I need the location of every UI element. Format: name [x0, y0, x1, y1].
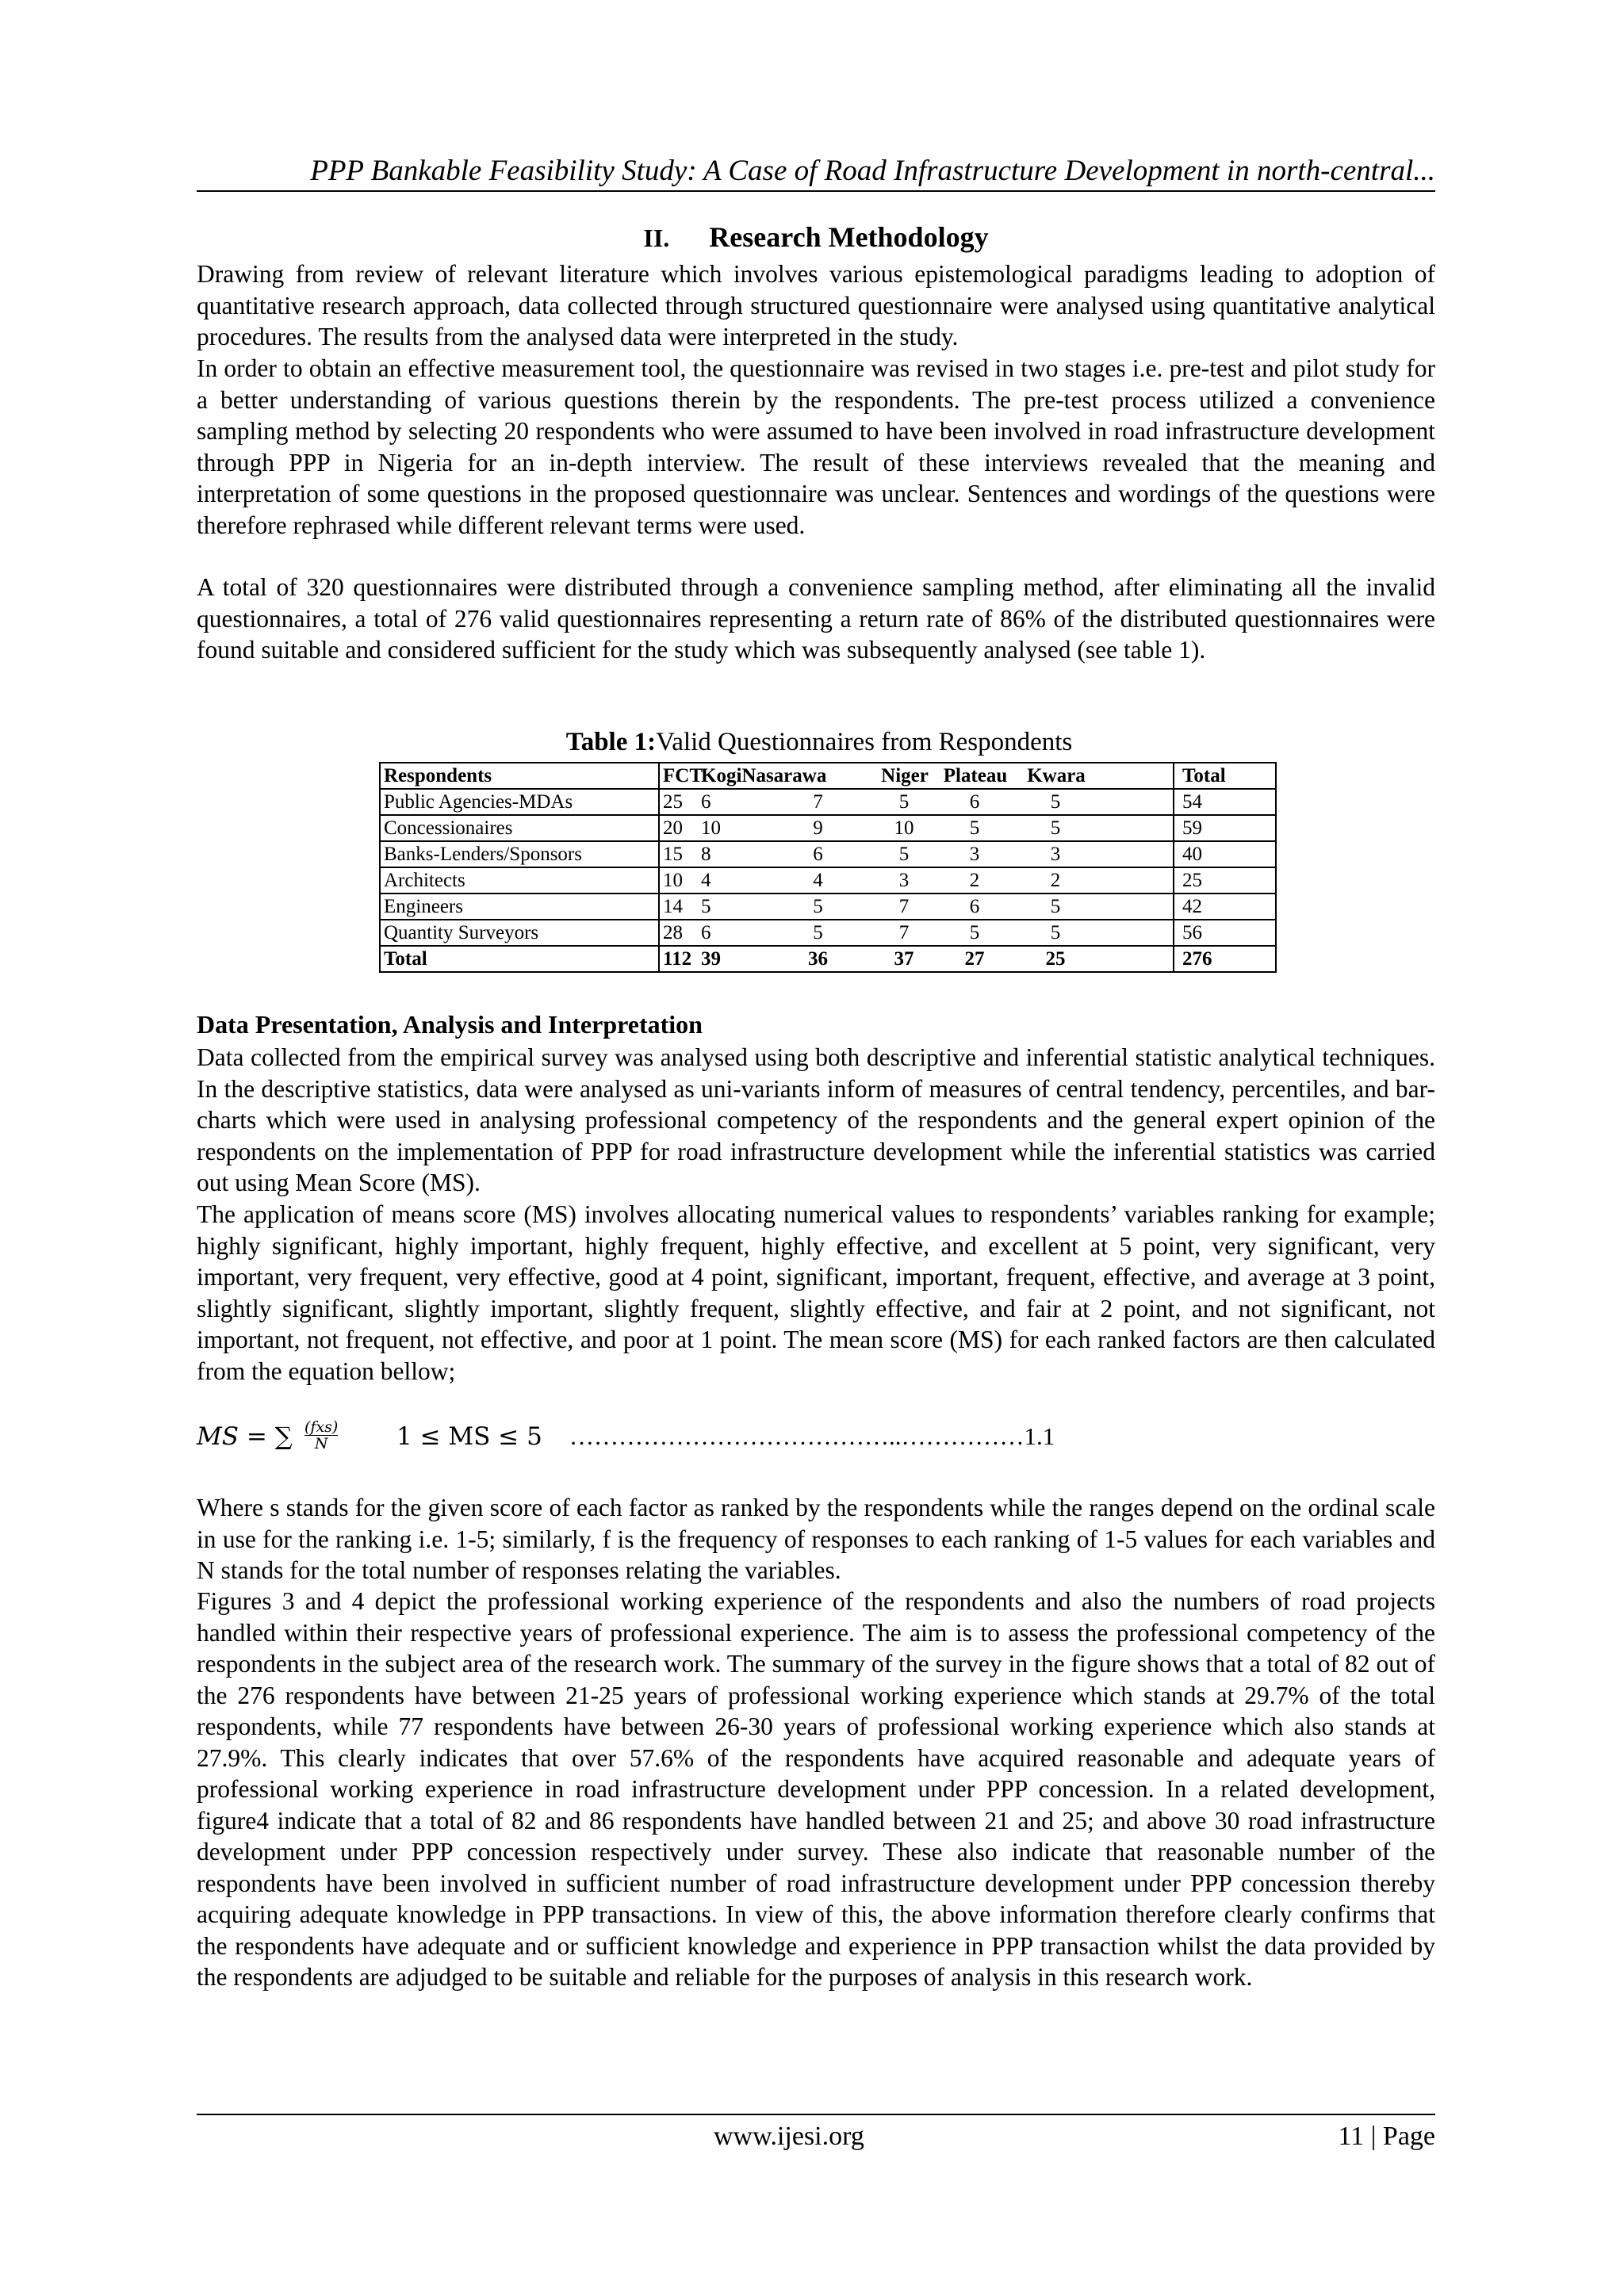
cell-fct: 10: [663, 870, 683, 891]
cell-respondent: Banks-Lenders/Sponsors: [380, 841, 659, 867]
section-number: II.: [643, 224, 670, 252]
paragraph: Drawing from review of relevant literature which involves various epistemological paradigms leading to adoption of quantitative research approach, data collected through structured questionnaire were analysed using quantitative analytical procedures. The results from the analysed data were interpreted in the study.: [197, 260, 1435, 350]
paragraph: Figures 3 and 4 depict the professional working experience of the respondents and also the numbers of road projects handled within their respective years of professional experience. The aim is to assess the professional competency of the respondents in the subject area of the research work. The summary of the survey in the figure shows that a total of 82 out of the 276 respondents have between 21-25 years of professional working experience which stands at 29.7% of the total respondents, while 77 respondents have between 26-30 years of professional working experience which also stands at 27.9%. This clearly indicates that over 57.6% of the respondents have acquired reasonable and adequate years of professional working experience in road infrastructure development under PPP concession. In a related development, figure4 indicate that a total of 82 and 86 respondents have handled between 21 and 25; and above 30 road infrastructure development under PPP concession respectively under survey. These also indicate that reasonable number of the respondents have been involved in sufficient number of road infrastructure development under PPP concession thereby acquiring adequate knowledge in PPP transactions. In view of this, the above information therefore clearly confirms that the respondents have adequate and or sufficient knowledge and experience in PPP transaction whilst the data provided by the respondents are adjudged to be suitable and reliable for the purposes of analysis in this research work.: [197, 1587, 1435, 1991]
cell-kogi: 6: [701, 922, 711, 943]
table-row: [380, 815, 1276, 841]
cell-plateau: 6: [969, 896, 980, 917]
cell-fct: 15: [663, 844, 683, 865]
header-respondents: Respondents: [380, 763, 659, 789]
cell-fct: 25: [663, 791, 683, 813]
cell-plateau: 6: [969, 791, 980, 813]
cell-plateau: 3: [969, 844, 980, 865]
cell-niger: 5: [898, 844, 910, 865]
equation-range: 1 ≤ MS ≤ 5: [396, 1422, 542, 1451]
cell-niger: 7: [898, 896, 910, 917]
table-header-row: [380, 763, 1276, 789]
cell-nasarawa: 4: [813, 870, 823, 891]
table-row: [380, 789, 1276, 815]
cell-kogi: 39: [701, 948, 721, 970]
cell-nasarawa: 5: [813, 896, 823, 917]
cell-respondent: Concessionaires: [380, 815, 659, 841]
footer-page-number: 11 | Page: [1338, 2122, 1435, 2151]
cell-state-values: [659, 841, 1174, 867]
header-kwara: Kwara: [1027, 765, 1086, 786]
cell-niger: 7: [898, 922, 910, 943]
header-fct: FCT: [663, 765, 703, 786]
cell-plateau: 27: [964, 948, 985, 970]
cell-kogi: 4: [701, 870, 711, 891]
table-caption-label: Table 1:: [565, 728, 657, 756]
table-caption-text: Valid Questionnaires from Respondents: [656, 728, 1073, 756]
cell-total: 25: [1174, 867, 1276, 894]
cell-kwara: 5: [1050, 896, 1061, 917]
footer-site: www.ijesi.org: [714, 2122, 864, 2151]
header-plateau: Plateau: [943, 765, 1008, 786]
cell-plateau: 5: [969, 817, 980, 839]
section-title-text: Research Methodology: [709, 221, 989, 253]
cell-kwara: 2: [1050, 870, 1061, 891]
table-caption: [379, 728, 1259, 757]
cell-state-values: [659, 946, 1174, 972]
table-row: [380, 920, 1276, 946]
header-kogi-nasarawa: KogiNasarawa: [701, 765, 827, 786]
cell-plateau: 5: [969, 922, 980, 943]
cell-total: 40: [1174, 841, 1276, 867]
cell-nasarawa: 36: [808, 948, 828, 970]
cell-plateau: 2: [969, 870, 980, 891]
cell-fct: 28: [663, 922, 683, 943]
paragraph: In order to obtain an effective measurement tool, the questionnaire was revised in two stages i.e. pre-test and pilot study for a better understanding of various questions therein by the respondents. The pre-test process utilized a convenience sampling method by selecting 20 respondents who were assumed to have been involved in road infrastructure development through PPP in Nigeria for an in-depth interview. The result of these interviews revealed that the meaning and interpretation of some questions in the proposed questionnaire was unclear. Sentences and wordings of the questions were therefore rephrased while different relevant terms were used.: [197, 354, 1435, 539]
equation-lhs: MS = ∑: [197, 1422, 293, 1451]
equation-denominator: N: [314, 1435, 328, 1452]
cell-niger: 5: [898, 791, 910, 813]
cell-kwara: 5: [1050, 791, 1061, 813]
cell-total: 42: [1174, 894, 1276, 920]
cell-kogi: 8: [701, 844, 711, 865]
cell-nasarawa: 6: [813, 844, 823, 865]
section-title: [197, 220, 1435, 254]
table-row: [380, 841, 1276, 867]
cell-respondent: Public Agencies-MDAs: [380, 789, 659, 815]
paragraph: Where s stands for the given score of each factor as ranked by the respondents while the ranges depend on the ordinal scale in use for the ranking i.e. 1-5; similarly, f is the frequency of responses to each ranking of 1-5 values for each variables and N stands for the total number of responses relating the variables.: [197, 1494, 1435, 1584]
respondents-table: [379, 762, 1277, 973]
cell-niger: 37: [894, 948, 914, 970]
cell-kogi: 5: [701, 896, 711, 917]
paragraph: Data collected from the empirical survey was analysed using both descriptive and inferential statistic analytical techniques. In the descriptive statistics, data were analysed as uni-variants inform of measures of central tendency, percentiles, and bar-charts which were used in analysing professional competency of the respondents and the general expert opinion of the respondents on the implementation of PPP for road infrastructure development while the inferential statistics was carried out using Mean Score (MS).: [197, 1043, 1435, 1196]
header-niger: Niger: [881, 765, 929, 786]
cell-kwara: 5: [1050, 922, 1061, 943]
cell-kogi: 10: [701, 817, 721, 839]
cell-total: 54: [1174, 789, 1276, 815]
cell-kwara: 5: [1050, 817, 1061, 839]
cell-nasarawa: 9: [813, 817, 823, 839]
cell-kwara: 3: [1050, 844, 1061, 865]
table-row: [380, 894, 1276, 920]
cell-respondent: Total: [380, 946, 659, 972]
cell-respondent: Engineers: [380, 894, 659, 920]
cell-niger: 3: [898, 870, 910, 891]
equation-fraction: [304, 1419, 338, 1452]
cell-state-values: [659, 789, 1174, 815]
cell-state-values: [659, 894, 1174, 920]
cell-total: 276: [1174, 946, 1276, 972]
cell-nasarawa: 7: [813, 791, 823, 813]
header-states: [659, 763, 1174, 789]
cell-niger: 10: [894, 817, 914, 839]
cell-state-values: [659, 867, 1174, 894]
cell-respondent: Quantity Surveyors: [380, 920, 659, 946]
header-total: Total: [1174, 763, 1276, 789]
cell-nasarawa: 5: [813, 922, 823, 943]
cell-kwara: 25: [1045, 948, 1066, 970]
mean-score-equation: [197, 1419, 1435, 1467]
cell-state-values: [659, 815, 1174, 841]
cell-fct: 20: [663, 817, 683, 839]
cell-total: 56: [1174, 920, 1276, 946]
cell-state-values: [659, 920, 1174, 946]
running-header: PPP Bankable Feasibility Study: A Case of Road Infrastructure Development in north-central...: [310, 155, 1435, 187]
header-rule: [197, 190, 1435, 192]
cell-fct: 112: [663, 948, 692, 970]
table-row: [380, 867, 1276, 894]
paragraph: The application of means score (MS) involves allocating numerical values to respondents’ variables ranking for example; highly significant, highly important, highly frequent, highly effective, and excellent at 5 point, very significant, very important, very frequent, very effective, good at 4 point, significant, important, frequent, effective, and average at 3 point, slightly significant, slightly important, slightly frequent, slightly effective, and fair at 2 point, and not significant, not important, not frequent, not effective, and poor at 1 point. The mean score (MS) for each ranked factors are then calculated from the equation bellow;: [197, 1200, 1435, 1385]
cell-kogi: 6: [701, 791, 711, 813]
subheading: Data Presentation, Analysis and Interpretation: [197, 1010, 703, 1039]
cell-total: 59: [1174, 815, 1276, 841]
table-total-row: [380, 946, 1276, 972]
cell-respondent: Architects: [380, 867, 659, 894]
equation-number: …………………………………..……………1.1: [569, 1422, 1055, 1450]
cell-fct: 14: [663, 896, 683, 917]
paragraph: A total of 320 questionnaires were distributed through a convenience sampling method, after eliminating all the invalid questionnaires, a total of 276 valid questionnaires representing a return rate of 86% of the distributed questionnaires were found suitable and considered sufficient for the study which was subsequently analysed (see table 1).: [197, 573, 1435, 664]
equation-numerator: (fxs): [304, 1418, 339, 1436]
footer-rule: [197, 2114, 1435, 2115]
